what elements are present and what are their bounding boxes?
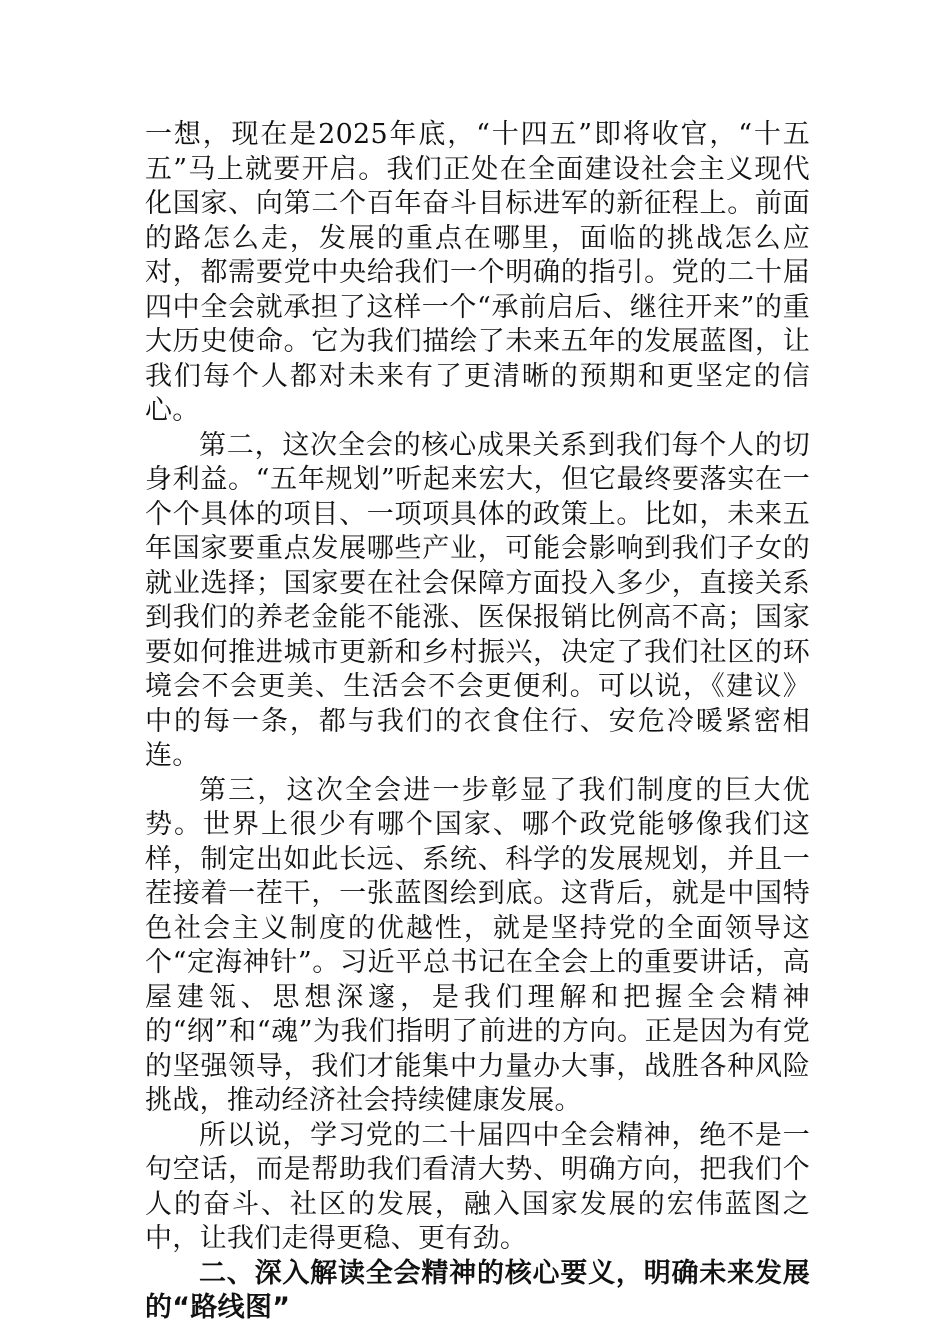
paragraph-conclusion: 所以说，学习党的二十届四中全会精神，绝不是一句空话，而是帮助我们看清大势、明确方向，把我们个人的奋斗、社区的发展，融入国家发展的宏伟蓝图之中，让我们走得更稳、更有劲。 [145, 1119, 810, 1254]
paragraph-third-point: 第三，这次全会进一步彰显了我们制度的巨大优势。世界上很少有哪个国家、哪个政党能够像我们这样，制定出如此长远、系统、科学的发展规划，并且一茬接着一茬干，一张蓝图绘到底。这背后，就是中国特色社会主义制度的优越性，就是坚持党的全面领导这个“定海神针”。习近平总书记在全会上的重要讲话，高屋建瓴、思想深邃，是我们理解和把握全会精神的“纲”和“魂”为我们指明了前进的方向。正是因为有党的坚强领导，我们才能集中力量办大事，战胜各种风险挑战，推动经济社会持续健康发展。 [145, 774, 810, 1116]
paragraph-second-point: 第二，这次全会的核心成果关系到我们每个人的切身利益。“五年规划”听起来宏大，但它最终要落实在一个个具体的项目、一项项具体的政策上。比如，未来五年国家要重点发展哪些产业，可能会影响到我们子女的就业选择；国家要在社会保障方面投入多少，直接关系到我们的养老金能不能涨、医保报销比例高不高；国家要如何推进城市更新和乡村振兴，决定了我们社区的环境会不会更美、生活会不会更便利。可以说，《建议》中的每一条，都与我们的衣食住行、安危冷暖紧密相连。 [145, 429, 810, 771]
section-heading: 二、深入解读全会精神的核心要义，明确未来发展的“路线图” [145, 1257, 810, 1323]
paragraph-intro-continued: 一想，现在是2025年底，“十四五”即将收官，“十五五”马上就要开启。我们正处在全面建设社会主义现代化国家、向第二个百年奋斗目标进军的新征程上。前面的路怎么走，发展的重点在哪里，面临的挑战怎么应对，都需要党中央给我们一个明确的指引。党的二十届四中全会就承担了这样一个“承前启后、继往开来”的重大历史使命。它为我们描绘了未来五年的发展蓝图，让我们每个人都对未来有了更清晰的预期和更坚定的信心。 [145, 119, 810, 426]
document-body [145, 118, 810, 1326]
